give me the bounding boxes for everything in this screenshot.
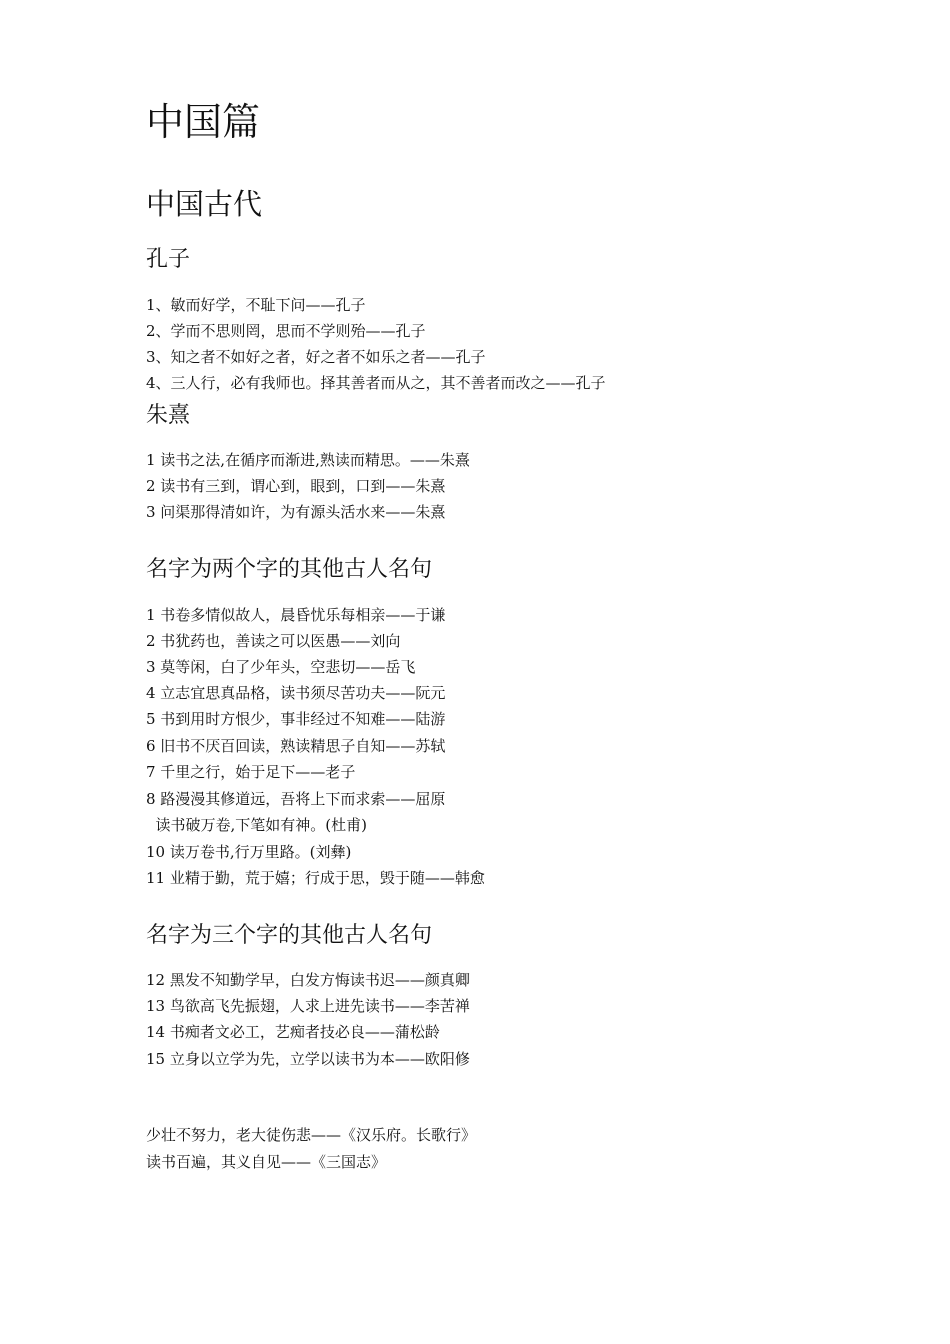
quote-line: 10 读万卷书,行万里路。(刘彝) xyxy=(146,843,352,861)
quote-line: 4、三人行，必有我师也。择其善者而从之，其不善者而改之——孔子 xyxy=(146,374,606,392)
quote-line: 5 书到用时方恨少，事非经过不知难——陆游 xyxy=(146,710,446,728)
quote-line: 2、学而不思则罔，思而不学则殆——孔子 xyxy=(146,322,426,340)
quote-line: 14 书痴者文必工，艺痴者技必良——蒲松龄 xyxy=(146,1023,440,1041)
quote-line: 3 莫等闲，白了少年头，空悲切——岳飞 xyxy=(146,658,416,676)
quote-line: 4 立志宜思真品格，读书须尽苦功夫——阮元 xyxy=(146,684,446,702)
quote-line: 15 立身以立学为先，立学以读书为本——欧阳修 xyxy=(146,1050,470,1068)
quote-line: 11 业精于勤，荒于嬉；行成于思，毁于随——韩愈 xyxy=(146,869,485,887)
quote-line: 1、敏而好学，不耻下问——孔子 xyxy=(146,296,366,314)
quote-line: 2 书犹药也，善读之可以医愚——刘向 xyxy=(146,632,401,650)
subsection-heading-two-char: 名字为两个字的其他古人名句 xyxy=(146,557,433,582)
section-heading-ancient: 中国古代 xyxy=(146,187,263,221)
quote-line: 8 路漫漫其修道远，吾将上下而求索——屈原 xyxy=(146,790,446,808)
quote-line: 2 读书有三到，谓心到，眼到，口到——朱熹 xyxy=(146,477,446,495)
quote-line: 6 旧书不厌百回读，熟读精思子自知——苏轼 xyxy=(146,737,446,755)
quote-line: 7 千里之行，始于足下——老子 xyxy=(146,763,356,781)
quote-line: 1 书卷多情似故人，晨昏忧乐每相亲——于谦 xyxy=(146,606,446,624)
quote-line: 13 鸟欲高飞先振翅，人求上进先读书——李苦禅 xyxy=(146,997,470,1015)
quote-line: 12 黑发不知勤学早，白发方悔读书迟——颜真卿 xyxy=(146,971,470,989)
quote-line: 1 读书之法,在循序而渐进,熟读而精思。——朱熹 xyxy=(146,451,470,469)
page-title: 中国篇 xyxy=(146,100,261,144)
quote-line: 少壮不努力，老大徒伤悲——《汉乐府。长歌行》 xyxy=(146,1126,477,1144)
quote-line: 读书破万卷,下笔如有神。(杜甫) xyxy=(146,816,368,834)
subsection-heading-zhuxi: 朱熹 xyxy=(146,403,191,428)
subsection-heading-three-char: 名字为三个字的其他古人名句 xyxy=(146,923,433,948)
quote-line: 读书百遍，其义自见——《三国志》 xyxy=(146,1153,387,1171)
subsection-heading-confucius: 孔子 xyxy=(146,247,191,272)
quote-line: 3、知之者不如好之者，好之者不如乐之者——孔子 xyxy=(146,348,486,366)
quote-line: 3 问渠那得清如许，为有源头活水来——朱熹 xyxy=(146,503,446,521)
